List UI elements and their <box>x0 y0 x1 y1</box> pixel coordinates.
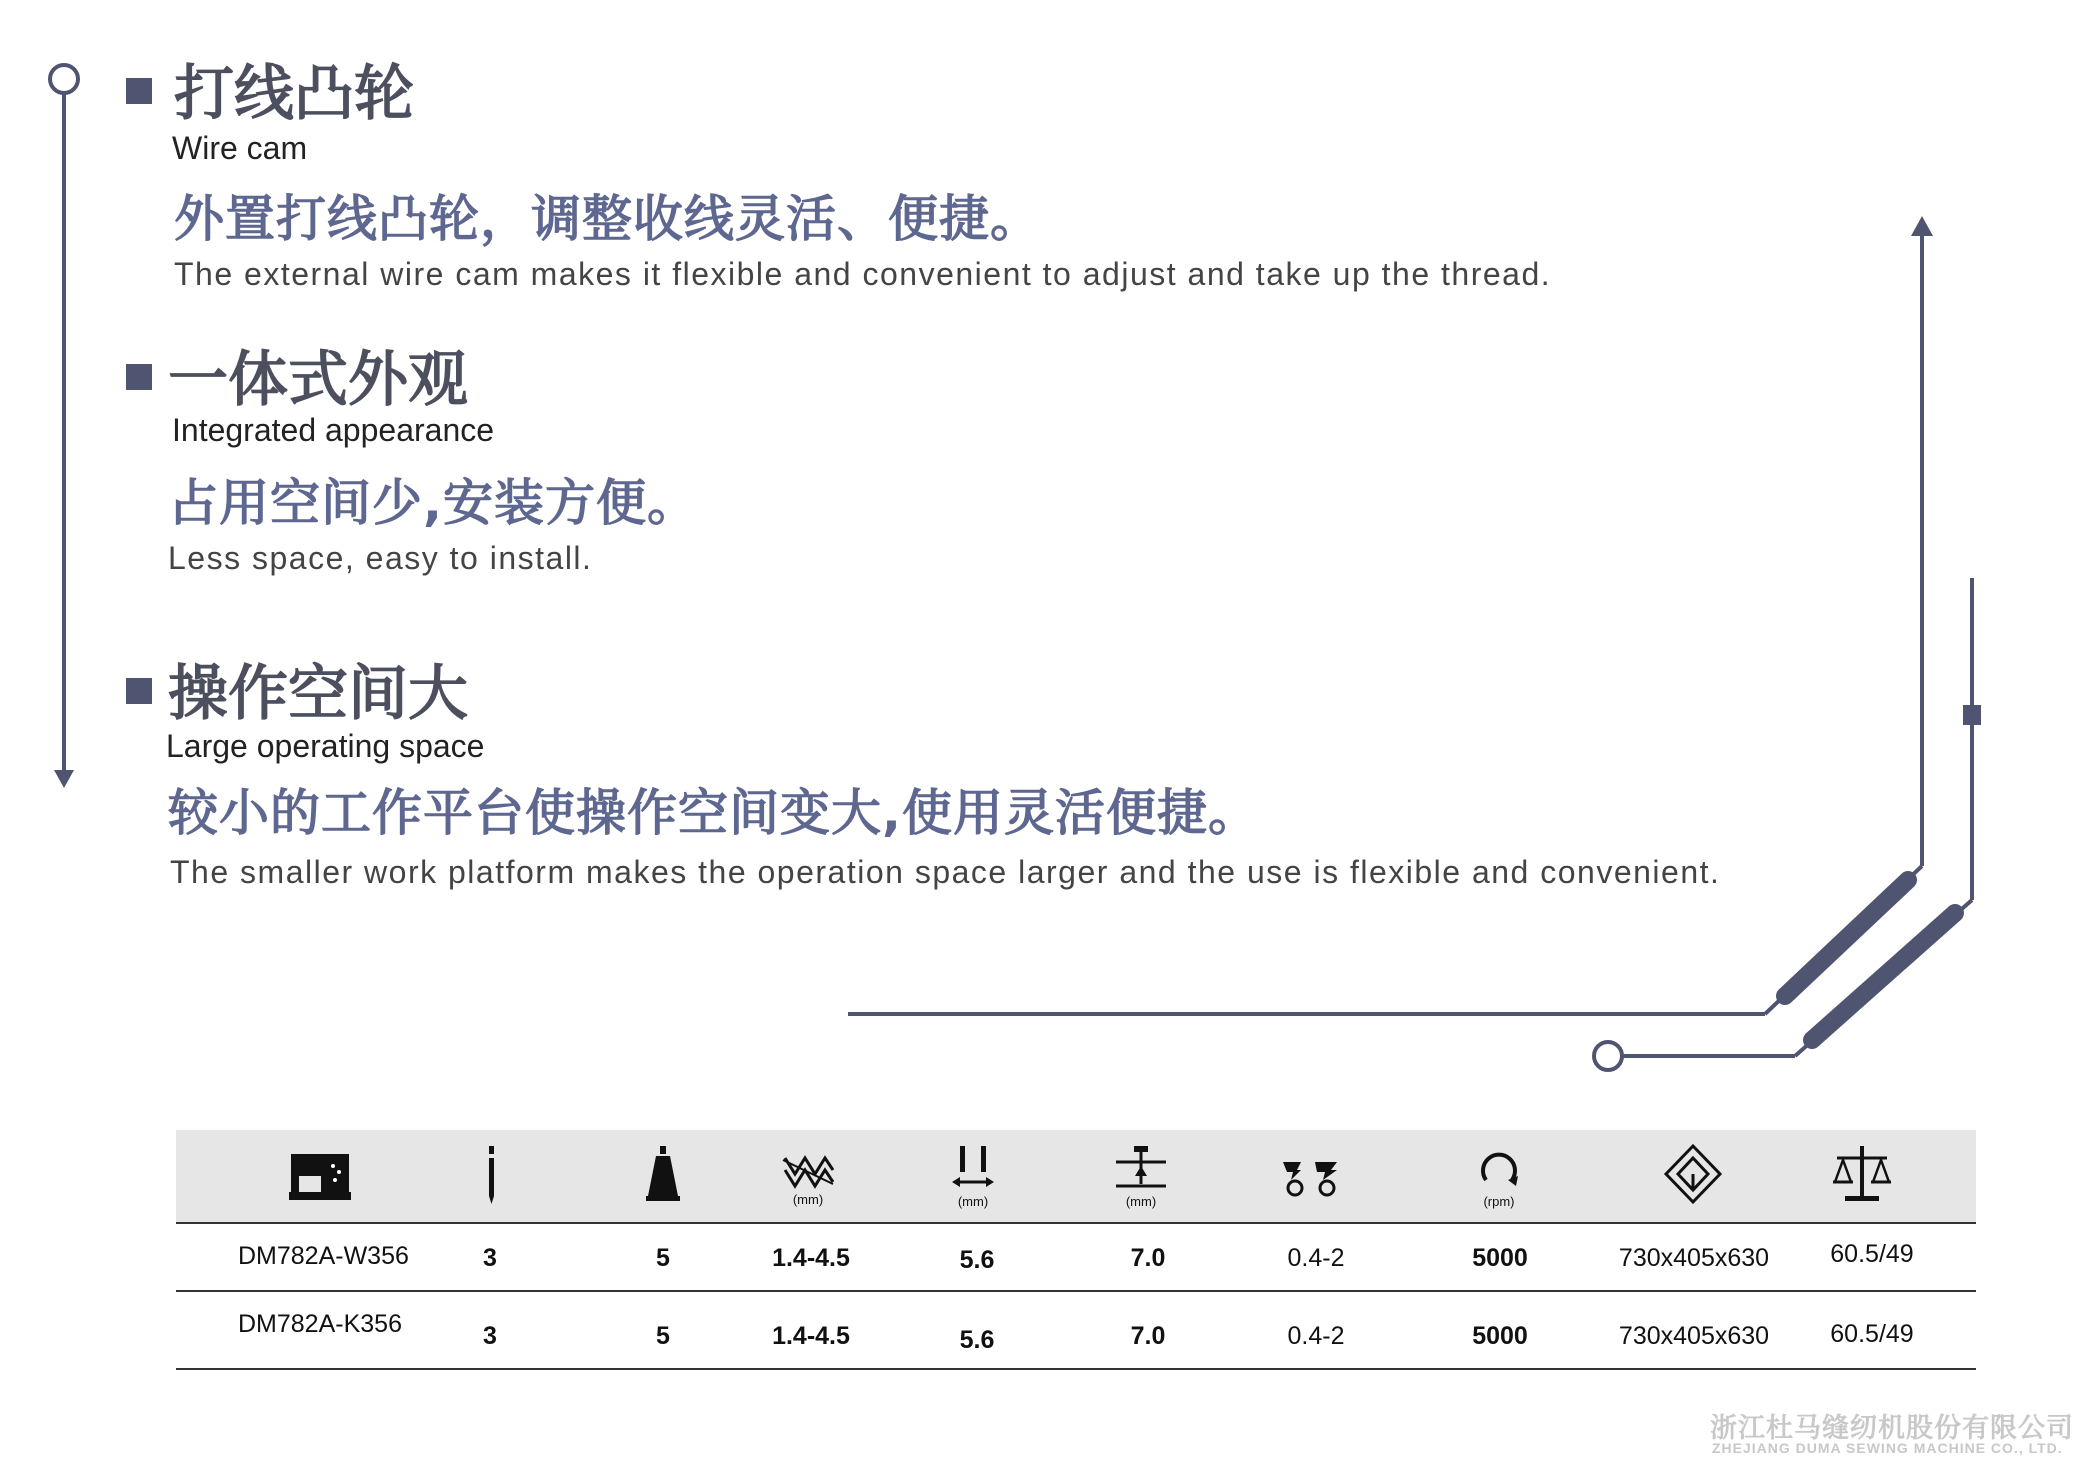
feature-title-zh: 一体式外观 <box>168 345 468 415</box>
differential-ratio-icon <box>1277 1136 1347 1216</box>
feature-desc-en: The external wire cam makes it flexible and convenient to adjust and take up the thread. <box>174 256 1552 292</box>
table-divider <box>176 1222 1976 1224</box>
table-cell-threads: 5 <box>656 1322 670 1350</box>
table-cell-foot-lift: 7.0 <box>1130 1244 1166 1272</box>
table-cell-threads: 5 <box>656 1244 670 1272</box>
feature-desc-en: Less space, easy to install. <box>168 540 593 576</box>
presser-foot-lift-icon <box>1106 1136 1176 1216</box>
table-cell-needles: 3 <box>483 1244 497 1272</box>
svg-text:(mm): (mm) <box>957 1194 989 1209</box>
svg-text:(mm): (mm) <box>792 1192 824 1207</box>
needle-gauge-icon <box>938 1136 1008 1216</box>
feature-desc-zh: 较小的工作平台使操作空间变大,使用灵活便捷。 <box>168 784 1259 842</box>
table-cell-speed: 5000 <box>1472 1322 1528 1350</box>
circle-marker-icon <box>50 65 78 93</box>
table-cell-package: 730x405x630 <box>1618 1244 1770 1272</box>
feature-desc-zh: 外置打线凸轮，调整收线灵活、便捷。 <box>174 190 1041 248</box>
weight-scale-icon <box>1827 1136 1897 1216</box>
table-cell-needle-gauge: 5.6 <box>959 1326 995 1354</box>
feature-title-zh: 操作空间大 <box>168 659 468 729</box>
feature-desc-zh: 占用空间少,安装方便。 <box>168 474 698 532</box>
needle-icon <box>457 1136 527 1216</box>
sewing-machine-icon <box>285 1136 355 1216</box>
speed-icon <box>1464 1136 1534 1216</box>
section-bullet <box>126 364 152 390</box>
thread-cone-icon <box>628 1136 698 1216</box>
table-cell-needle-gauge: 5.6 <box>959 1246 995 1274</box>
table-cell-stitch-length: 1.4-4.5 <box>772 1244 850 1272</box>
svg-text:(mm): (mm) <box>1125 1194 1157 1209</box>
table-cell-differential: 0.4-2 <box>1287 1244 1345 1272</box>
table-cell-speed: 5000 <box>1472 1244 1528 1272</box>
arrow-down-icon <box>54 770 74 788</box>
table-cell-model: DM782A-K356 <box>238 1310 402 1338</box>
stitch-length-icon <box>773 1136 843 1216</box>
feature-title-en: Large operating space <box>166 728 485 764</box>
company-name-zh: 浙江杜马缝纫机股份有限公司 <box>1710 1413 2074 1444</box>
circle-marker-icon <box>1594 1042 1622 1070</box>
package-size-icon <box>1658 1136 1728 1216</box>
section-bullet <box>126 678 152 704</box>
table-cell-differential: 0.4-2 <box>1287 1322 1345 1350</box>
feature-title-zh: 打线凸轮 <box>174 59 414 129</box>
feature-title-en: Integrated appearance <box>172 412 495 448</box>
company-name-en: ZHEJIANG DUMA SEWING MACHINE CO., LTD. <box>1712 1440 2063 1456</box>
table-cell-stitch-length: 1.4-4.5 <box>772 1322 850 1350</box>
table-cell-needles: 3 <box>483 1322 497 1350</box>
feature-title-en: Wire cam <box>172 130 308 166</box>
table-divider <box>176 1290 1976 1292</box>
feature-desc-en: The smaller work platform makes the operation space larger and the use is flexible and convenient. <box>170 854 1721 890</box>
table-cell-package: 730x405x630 <box>1618 1322 1770 1350</box>
table-cell-model: DM782A-W356 <box>238 1242 409 1270</box>
table-cell-weight: 60.5/49 <box>1830 1240 1914 1268</box>
table-cell-foot-lift: 7.0 <box>1130 1322 1166 1350</box>
section-bullet <box>126 78 152 104</box>
svg-text:(rpm): (rpm) <box>1483 1194 1515 1209</box>
table-divider <box>176 1368 1976 1370</box>
table-cell-weight: 60.5/49 <box>1830 1320 1914 1348</box>
